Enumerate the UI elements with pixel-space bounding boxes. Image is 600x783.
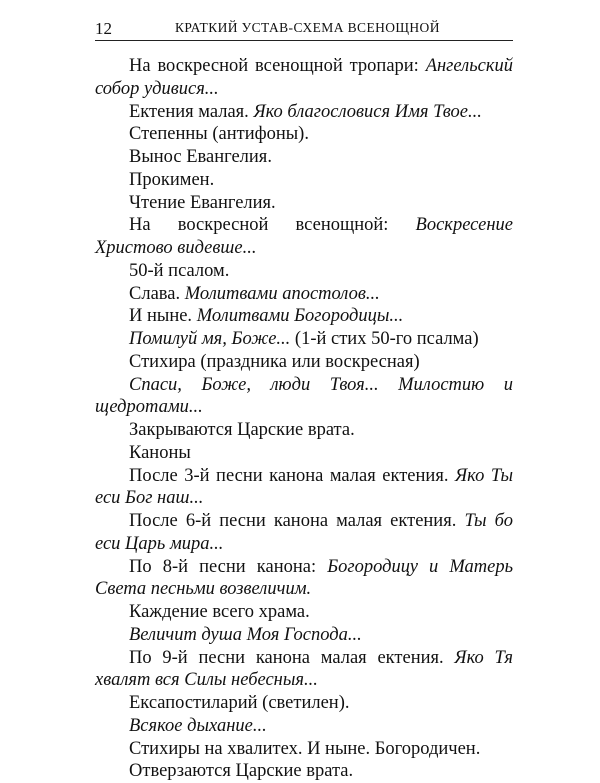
plain-text: На воскресной всенощной:: [129, 215, 416, 236]
plain-text: Ектения малая.: [129, 101, 254, 122]
italic-text: Всякое дыхание...: [129, 715, 267, 736]
text-paragraph: [95, 419, 513, 442]
plain-text: 50-й псалом.: [129, 260, 230, 281]
italic-text: Молитвами Богородицы...: [196, 306, 404, 327]
text-paragraph: [95, 465, 513, 511]
text-paragraph: [95, 738, 513, 761]
text-paragraph: [95, 760, 513, 783]
text-paragraph: [95, 283, 513, 306]
text-paragraph: [95, 214, 513, 260]
italic-text: Богородицу и Матерь Света песньми возвеличим.: [95, 556, 513, 600]
text-paragraph: [95, 556, 513, 602]
plain-text: (1-й стих 50-го псалма): [290, 329, 479, 349]
italic-text: Яко благословися Имя Твое...: [253, 101, 482, 122]
text-paragraph: [95, 305, 513, 328]
italic-text: Ты бо еси Царь мира...: [95, 511, 513, 554]
plain-text: И ныне.: [129, 306, 197, 327]
text-paragraph: [95, 169, 513, 192]
italic-text: Воскресение Христово видевше...: [95, 215, 513, 258]
text-paragraph: [95, 101, 513, 124]
plain-text: Каноны: [129, 442, 191, 463]
page-header: [95, 18, 513, 41]
plain-text: После 6-й песни канона малая ектения.: [129, 511, 465, 531]
plain-text: По 9-й песни канона малая ектения.: [129, 647, 455, 668]
italic-text: Ангельский собор удивися...: [95, 56, 513, 99]
plain-text: Прокимен.: [129, 169, 215, 190]
italic-text: Помилуй мя, Боже...: [129, 329, 291, 349]
plain-text: Вынос Евангелия.: [129, 147, 272, 167]
plain-text: Каждение всего храма.: [129, 602, 310, 622]
text-paragraph: [95, 328, 513, 351]
italic-text: Молитвами апостолов...: [184, 283, 380, 304]
text-paragraph: [95, 442, 513, 465]
plain-text: Степенны (антифоны).: [129, 124, 309, 145]
text-paragraph: [95, 510, 513, 556]
plain-text: После 3-й песни канона малая ектения.: [129, 465, 455, 486]
italic-text: Яко Ты еси Бог наш...: [95, 465, 513, 509]
text-paragraph: [95, 624, 513, 647]
plain-text: Слава.: [129, 283, 185, 304]
text-paragraph: [95, 692, 513, 715]
plain-text: Закрываются Царские врата.: [129, 420, 355, 440]
text-paragraph: [95, 601, 513, 624]
plain-text: Стихира (праздника или воскресная): [129, 351, 420, 372]
plain-text: Стихиры на хвалитех. И ныне. Богородичен.: [129, 738, 481, 759]
plain-text: Отверзаются Царские врата.: [129, 761, 354, 782]
text-paragraph: [95, 647, 513, 693]
text-paragraph: [95, 351, 513, 374]
text-paragraph: [95, 260, 513, 283]
italic-text: Спаси, Боже, люди Твоя... Милостию и щедротами...: [95, 374, 513, 418]
italic-text: Величит душа Моя Господа...: [129, 624, 362, 645]
text-paragraph: [95, 123, 513, 146]
plain-text: Ексапостиларий (светилен).: [129, 693, 350, 713]
italic-text: Яко Тя хвалят вся Силы небесныя...: [95, 647, 513, 691]
text-paragraph: [95, 374, 513, 420]
text-body: [95, 55, 513, 783]
plain-text: На воскресной всенощной тропари:: [129, 56, 426, 76]
plain-text: По 8-й песни канона:: [129, 556, 328, 577]
text-paragraph: [95, 192, 513, 215]
text-paragraph: [95, 55, 513, 101]
page-number: 12: [95, 19, 112, 38]
running-title: КРАТКИЙ УСТАВ-СХЕМА ВСЕНОЩНОЙ: [175, 20, 440, 35]
text-paragraph: [95, 146, 513, 169]
text-paragraph: [95, 715, 513, 738]
plain-text: Чтение Евангелия.: [129, 192, 276, 213]
